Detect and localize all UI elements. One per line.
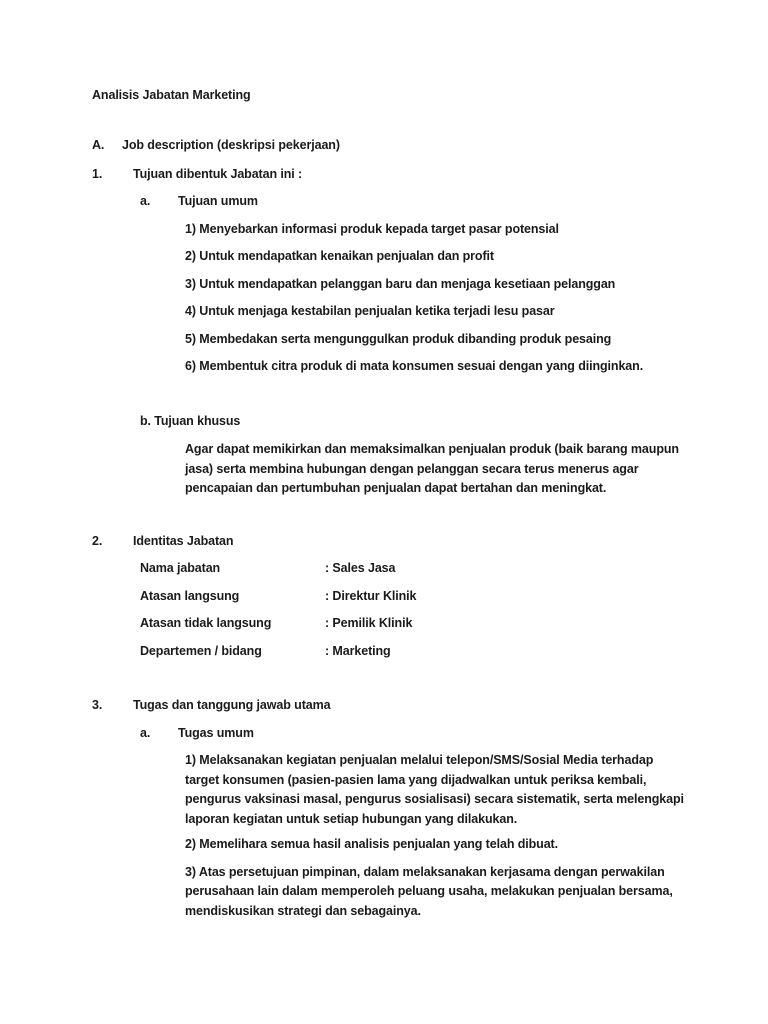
document-content [92,88,708,921]
tujuan-khusus-text: b. Tujuan khusus [140,413,241,428]
document-title: Analisis Jabatan Marketing [92,88,251,102]
section-a-label: A. [92,138,105,152]
tujuan-umum-item: 6) Membentuk citra produk di mata konsumen sesuai dengan yang diinginkan. [185,359,644,373]
tujuan-umum-item: 4) Untuk menjaga kestabilan penjualan ketika terjadi lesu pasar [185,304,555,318]
field-label: Nama jabatan [140,561,221,575]
tujuan-khusus-heading [140,412,708,432]
item-2-heading [92,532,708,552]
field-label: Departemen / bidang [140,643,262,658]
item-3-label: 3. [92,698,103,712]
section-a-text: Job description (deskripsi pekerjaan) [122,138,340,152]
field-value: : Pemilik Klinik [325,616,413,630]
tugas-umum-paragraph: 1) Melaksanakan kegiatan penjualan melalui telepon/SMS/Sosial Media terhadap target konsumen (pasien-pasien lama yang dijadwalkan untuk periksa kembali, pengurus vaksinasi masal, pengurus sosialisasi) secara sistematik, serta melengkapi laporan kegiatan untuk setiap hubungan yang dilakukan. [185,753,684,826]
item-1-label: 1. [92,166,103,181]
tujuan-umum-item: 2) Untuk mendapatkan kenaikan penjualan dan profit [185,249,494,263]
item-1-heading [92,165,708,185]
field-row [140,642,708,662]
item-2-text: Identitas Jabatan [133,533,234,548]
item-3-text: Tugas dan tanggung jawab utama [133,698,331,712]
tujuan-umum-heading [140,192,708,212]
item-3-heading [92,696,708,716]
field-value: : Direktur Klinik [325,588,417,603]
field-label: Atasan tidak langsung [140,616,272,630]
tugas-umum-heading [140,724,708,744]
item-1-text: Tujuan dibentuk Jabatan ini : [133,166,303,181]
tujuan-khusus-body: Agar dapat memikirkan dan memaksimalkan penjualan produk (baik barang maupun jasa) serta membina hubungan dengan pelanggan secara terus menerus agar pencapaian dan pertumbuhan penjualan dapat bertahan dan meningkat. [185,442,679,495]
tujuan-umum-label: a. [140,194,151,208]
field-row [140,559,708,579]
field-label: Atasan langsung [140,588,240,603]
section-a-heading [92,136,708,156]
tugas-umum-paragraph: 2) Memelihara semua hasil analisis penjualan yang telah dibuat. [185,837,558,851]
field-row [140,587,708,607]
tugas-umum-label: a. [140,725,151,740]
tujuan-umum-item: 5) Membedakan serta mengunggulkan produk dibanding produk pesaing [185,331,612,346]
item-2-label: 2. [92,533,103,548]
tujuan-umum-item: 1) Menyebarkan informasi produk kepada target pasar potensial [185,221,559,236]
field-value: : Sales Jasa [325,561,396,575]
tujuan-umum-item: 3) Untuk mendapatkan pelanggan baru dan menjaga kesetiaan pelanggan [185,276,616,291]
field-value: : Marketing [325,643,391,658]
field-row [140,614,708,634]
tugas-umum-text: Tugas umum [178,725,254,740]
tugas-umum-paragraph: 3) Atas persetujuan pimpinan, dalam melaksanakan kerjasama dengan perwakilan perusahaan lain dalam memperoleh peluang usaha, melakukan penjualan bersama, mendiskusikan strategi dan sebagainya. [185,864,673,918]
tujuan-umum-text: Tujuan umum [178,194,258,208]
